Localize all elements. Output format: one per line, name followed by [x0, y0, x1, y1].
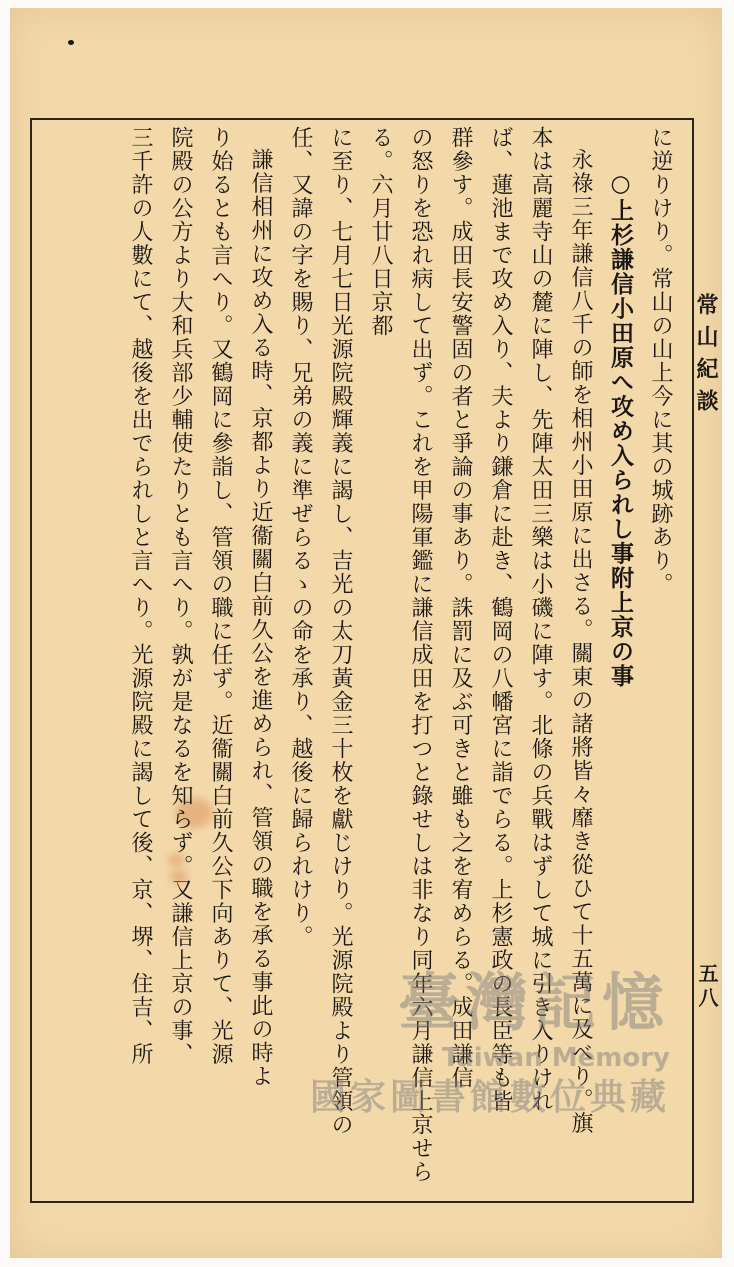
text-line-5: ば、蓮池まで攻め入り、夫より鎌倉に赴き、鶴岡の八幡宮に詣でらる。上杉憲政の長臣等も皆 — [488, 126, 513, 1113]
text-line-3: 永祿三年謙信八千の師を相州小田原に出さる。關東の諸將皆々靡き從ひて十五萬に及べり。旗 — [568, 148, 593, 1135]
text-line-13: 三千許の人數にて、越後を出でられしと言へり。光源院殿に謁して後、京、堺、住吉、所 — [128, 126, 153, 1066]
text-line-10: 謙信相州に攻め入る時、京都より近衞關白前久公を進められ、管領の職を承る事此の時よ — [248, 148, 273, 1088]
text-line-9: 任、又諱の字を賜り、兄弟の義に準ぜらるゝの命を承り、越後に歸られけり。 — [288, 126, 313, 949]
text-line-11: り始るとも言へり。又鶴岡に參詣し、管領の職に任ず。近衞關白前久公下向ありて、光源 — [208, 126, 233, 1066]
ink-mark — [68, 40, 74, 45]
text-line-8: に至り、七月七日光源院殿輝義に謁し、吉光の太刀黃金三十枚を獻じけり。光源院殿より管領の — [328, 126, 353, 1137]
text-line-7: の怒りを恐れ病して出ず。これを甲陽軍鑑に謙信成田を打つと錄せしは非なり同年六月謙信上京せらる。六月廿八日京都 — [368, 126, 433, 1184]
text-line-6: 群參す。成田長安警固の者と爭論の事あり。誅罰に及ぶ可きと雖も之を宥めらる。成田謙信 — [448, 126, 473, 1090]
watermark-subtitle: 國家圖書館數位典藏 — [310, 1077, 671, 1118]
running-title: 常山紀談 — [693, 293, 719, 421]
text-line-1: に逆りけり。常山の山上今に其の城跡あり。 — [648, 126, 673, 596]
section-heading: ○上杉謙信小田原へ攻め入られし事附上京の事 — [607, 170, 634, 689]
library-watermark — [310, 963, 670, 1163]
page-number: 五八 — [695, 963, 719, 1011]
text-line-12: 院殿の公方より大和兵部少輔使たりとも言へり。孰が是なるを知らず。又謙信上京の事、 — [168, 126, 193, 1066]
book-page — [10, 8, 722, 1258]
watermark-title: 臺灣記憶 — [397, 966, 670, 1039]
text-line-4: 本は高麗寺山の麓に陣し、先陣太田三樂は小磯に陣す。北條の兵戰はずして城に引き入りけれ — [528, 126, 553, 1113]
watermark-english: Taiwan Memory — [441, 1043, 670, 1073]
